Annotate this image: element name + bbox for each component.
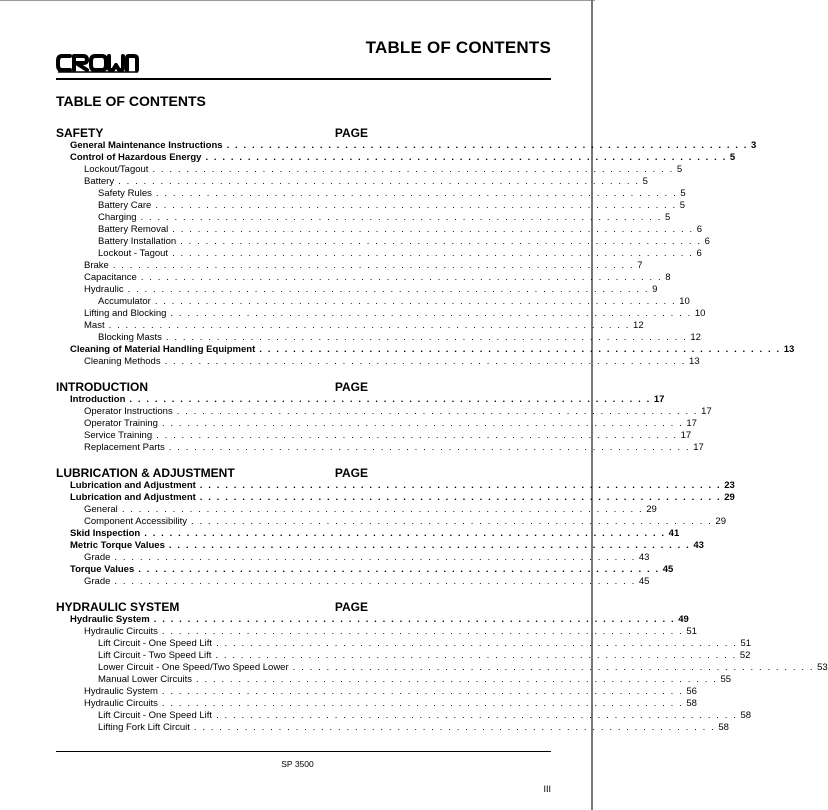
dot-leader: . . . . . . . . . . . . . . . . . . . . . . . . . . . . . . . . . . . . . . . . . . . . . . . . . . . . . . . . . . . . . .	[176, 406, 699, 417]
toc-entry-page: 23	[724, 480, 735, 491]
toc-entry[interactable]	[56, 344, 795, 356]
dot-leader: . . . . . . . . . . . . . . . . . . . . . . . . . . . . . . . . . . . . . . . . . . . . . . . . . . . . . . . . . . . . . .	[259, 344, 781, 355]
dot-leader: . . . . . . . . . . . . . . . . . . . . . . . . . . . . . . . . . . . . . . . . . . . . . . . . . . . . . . . . . . . . . .	[168, 442, 691, 453]
toc-entry-title: Accumulator	[98, 296, 151, 307]
toc-entry-page: 51	[686, 626, 697, 637]
toc-entry-page: 5	[680, 188, 686, 199]
toc-entry[interactable]	[56, 406, 712, 418]
toc-entry[interactable]	[56, 236, 710, 248]
toc-entry[interactable]	[56, 614, 689, 626]
toc-entry-page: 43	[693, 540, 704, 551]
toc-entry-title: Cleaning Methods	[84, 356, 161, 367]
toc-entry-title: Grade	[84, 552, 111, 563]
toc-entry-page: 52	[739, 650, 751, 661]
toc-entry-title: Lower Circuit - One Speed/Two Speed Lower	[98, 662, 289, 673]
toc-entry[interactable]	[56, 504, 657, 516]
dot-leader: . . . . . . . . . . . . . . . . . . . . . . . . . . . . . . . . . . . . . . . . . . . . . . . . . . . . . . . . . . . . . .	[205, 152, 727, 163]
toc-entry[interactable]	[56, 248, 702, 260]
toc-entry-title: General	[84, 504, 118, 515]
toc-entry-title: Safety Rules	[98, 188, 152, 199]
toc-entry-page: 49	[678, 614, 689, 625]
dot-leader: . . . . . . . . . . . . . . . . . . . . . . . . . . . . . . . . . . . . . . . . . . . . . . . . . . . . . . . . . . . . . .	[140, 272, 663, 283]
toc-entry[interactable]	[56, 698, 697, 710]
toc-entry-page: 29	[724, 492, 735, 503]
dot-leader: . . . . . . . . . . . . . . . . . . . . . . . . . . . . . . . . . . . . . . . . . . . . . . . . . . . . . . . . . . . . . .	[161, 698, 684, 709]
dot-leader: . . . . . . . . . . . . . . . . . . . . . . . . . . . . . . . . . . . . . . . . . . . . . . . . . . . . . . . . . . . . . .	[161, 626, 684, 637]
toc-entry[interactable]	[56, 284, 658, 296]
toc-entry[interactable]	[56, 480, 735, 492]
toc-entry[interactable]	[56, 332, 701, 344]
toc-entry-page: 51	[740, 638, 752, 649]
dot-leader: . . . . . . . . . . . . . . . . . . . . . . . . . . . . . . . . . . . . . . . . . . . . . . . . . . . . . . . . . . . . . .	[292, 662, 815, 673]
toc-entry-page: 5	[642, 176, 648, 187]
crown-logo	[56, 52, 140, 74]
toc-entry-page: 3	[751, 140, 757, 151]
dot-leader: . . . . . . . . . . . . . . . . . . . . . . . . . . . . . . . . . . . . . . . . . . . . . . . . . . . . . . . . . . . . . .	[138, 564, 660, 575]
toc-entry-title: Brake	[84, 260, 109, 271]
dot-leader: . . . . . . . . . . . . . . . . . . . . . . . . . . . . . . . . . . . . . . . . . . . . . . . . . . . . . . . . . . . . . .	[215, 650, 737, 661]
toc-entry-title: Control of Hazardous Energy	[70, 152, 202, 163]
toc-entry-title: Battery Installation	[98, 236, 177, 247]
footer-divider	[56, 751, 551, 752]
toc-entry[interactable]	[56, 356, 700, 368]
toc-entry-page: 17	[686, 418, 697, 429]
toc-entry-page: 29	[715, 516, 726, 527]
section-title: INTRODUCTION	[56, 380, 148, 394]
dot-leader: . . . . . . . . . . . . . . . . . . . . . . . . . . . . . . . . . . . . . . . . . . . . . . . . . . . . . . . . . . . . . .	[216, 638, 738, 649]
toc-entry[interactable]	[56, 308, 706, 320]
dot-leader: . . . . . . . . . . . . . . . . . . . . . . . . . . . . . . . . . . . . . . . . . . . . . . . . . . . . . . . . . . . . . .	[108, 320, 631, 331]
toc-entry[interactable]	[56, 176, 648, 188]
toc-entry-title: Battery Care	[98, 200, 152, 211]
toc-entry-page: 10	[679, 296, 690, 307]
dot-leader: . . . . . . . . . . . . . . . . . . . . . . . . . . . . . . . . . . . . . . . . . . . . . . . . . . . . . . . . . . . . . .	[170, 308, 692, 319]
footer-model-number: SP 3500	[281, 759, 314, 769]
toc-entry[interactable]	[56, 662, 828, 674]
toc-entry[interactable]	[56, 626, 697, 638]
toc-entry-page: 55	[720, 674, 732, 685]
toc-entry-title: Metric Torque Values	[70, 540, 165, 551]
toc-entry-title: Torque Values	[70, 564, 135, 575]
toc-entry[interactable]	[56, 674, 732, 686]
toc-entry[interactable]	[56, 528, 680, 540]
toc-entry[interactable]	[56, 540, 704, 552]
dot-leader: . . . . . . . . . . . . . . . . . . . . . . . . . . . . . . . . . . . . . . . . . . . . . . . . . . . . . . . . . . . . . .	[154, 296, 677, 307]
dot-leader: . . . . . . . . . . . . . . . . . . . . . . . . . . . . . . . . . . . . . . . . . . . . . . . . . . . . . . . . . . . . . .	[155, 188, 678, 199]
toc-entry-page: 5	[665, 212, 671, 223]
toc-entry-title: Capacitance	[84, 272, 137, 283]
header-title: TABLE OF CONTENTS	[365, 38, 551, 57]
dot-leader: . . . . . . . . . . . . . . . . . . . . . . . . . . . . . . . . . . . . . . . . . . . . . . . . . . . . . . . . . . . . . .	[156, 430, 678, 441]
toc-entry-title: Hydraulic System	[70, 614, 150, 625]
toc-entry[interactable]	[56, 418, 697, 430]
header-divider	[56, 78, 551, 80]
toc-entry[interactable]	[56, 152, 736, 164]
page-top-edge	[0, 0, 595, 1]
toc-entry-page: 41	[668, 528, 680, 539]
dot-leader: . . . . . . . . . . . . . . . . . . . . . . . . . . . . . . . . . . . . . . . . . . . . . . . . . . . . . . . . . . . . . .	[161, 686, 684, 697]
dot-leader: . . . . . . . . . . . . . . . . . . . . . . . . . . . . . . . . . . . . . . . . . . . . . . . . . . . . . . . . . . . . . .	[144, 528, 666, 539]
toc-entry-page: 17	[701, 406, 712, 417]
toc-entry-title: Lockout/Tagout	[84, 164, 149, 175]
toc-entry-title: Lift Circuit - One Speed Lift	[98, 710, 213, 721]
toc-entry[interactable]	[56, 638, 752, 650]
toc-entry-page: 56	[686, 686, 697, 697]
toc-entry-page: 45	[638, 576, 650, 587]
toc-entry-title: General Maintenance Instructions	[70, 140, 223, 151]
section-title: LUBRICATION & ADJUSTMENT	[56, 466, 235, 480]
toc-entry-page: 5	[676, 164, 683, 175]
section-title: SAFETY	[56, 126, 104, 140]
toc-entry[interactable]	[56, 260, 643, 272]
toc-entry[interactable]	[56, 394, 665, 406]
page-title: TABLE OF CONTENTS	[56, 93, 206, 109]
toc-entry[interactable]	[56, 492, 735, 504]
toc-entry-title: Lifting Fork Lift Circuit	[98, 722, 190, 733]
dot-leader: . . . . . . . . . . . . . . . . . . . . . . . . . . . . . . . . . . . . . . . . . . . . . . . . . . . . . . . . . . . . . .	[193, 722, 716, 733]
toc-entry-page: 58	[686, 698, 697, 709]
toc-entry[interactable]	[56, 272, 671, 284]
page-column-label: PAGE	[334, 380, 368, 394]
dot-leader: . . . . . . . . . . . . . . . . . . . . . . . . . . . . . . . . . . . . . . . . . . . . . . . . . . . . . . . . . . . . . .	[114, 552, 636, 563]
toc-section-heading	[56, 380, 368, 394]
toc-entry[interactable]	[56, 200, 686, 212]
toc-entry-title: Service Training	[84, 430, 153, 441]
toc-entry[interactable]	[56, 442, 704, 454]
toc-entry-title: Blocking Masts	[98, 332, 162, 343]
toc-entry[interactable]	[56, 188, 686, 200]
dot-leader: . . . . . . . . . . . . . . . . . . . . . . . . . . . . . . . . . . . . . . . . . . . . . . . . . . . . . . . . . . . . . .	[216, 710, 738, 721]
dot-leader: . . . . . . . . . . . . . . . . . . . . . . . . . . . . . . . . . . . . . . . . . . . . . . . . . . . . . . . . . . . . . .	[129, 394, 651, 405]
toc-entry-title: Operator Training	[84, 418, 158, 429]
toc-entry-title: Lockout - Tagout	[98, 248, 169, 259]
dot-leader: . . . . . . . . . . . . . . . . . . . . . . . . . . . . . . . . . . . . . . . . . . . . . . . . . . . . . . . . . . . . . .	[199, 480, 722, 491]
dot-leader: . . . . . . . . . . . . . . . . . . . . . . . . . . . . . . . . . . . . . . . . . . . . . . . . . . . . . . . . . . . . . .	[121, 504, 644, 515]
toc-entry-page: 17	[680, 430, 692, 441]
toc-entry-title: Battery	[84, 176, 115, 187]
toc-entry-title: Lift Circuit - Two Speed Lift	[98, 650, 212, 661]
toc-entry-title: Charging	[98, 212, 137, 223]
toc-entry-title: Hydraulic	[84, 284, 124, 295]
page-column-label: PAGE	[334, 466, 368, 480]
toc-section-heading	[56, 466, 368, 480]
toc-entry-page: 58	[740, 710, 752, 721]
toc-entry-page: 7	[637, 260, 643, 271]
toc-entry-title: Lubrication and Adjustment	[70, 492, 196, 503]
dot-leader: . . . . . . . . . . . . . . . . . . . . . . . . . . . . . . . . . . . . . . . . . . . . . . . . . . . . . . . . . . . . . .	[114, 576, 636, 587]
section-title: HYDRAULIC SYSTEM	[56, 600, 180, 614]
toc-entry-page: 17	[693, 442, 704, 453]
toc-entry-page: 58	[718, 722, 729, 733]
toc-entry-page: 5	[729, 152, 736, 163]
dot-leader: . . . . . . . . . . . . . . . . . . . . . . . . . . . . . . . . . . . . . . . . . . . . . . . . . . . . . . . . . . . . . .	[161, 418, 684, 429]
toc-entry-title: Battery Removal	[98, 224, 169, 235]
dot-leader: . . . . . . . . . . . . . . . . . . . . . . . . . . . . . . . . . . . . . . . . . . . . . . . . . . . . . . . . . . . . . .	[180, 236, 702, 247]
toc-entry-title: Lubrication and Adjustment	[70, 480, 196, 491]
dot-leader: . . . . . . . . . . . . . . . . . . . . . . . . . . . . . . . . . . . . . . . . . . . . . . . . . . . . . . . . . . . . . .	[153, 614, 676, 625]
toc-entry-title: Mast	[84, 320, 105, 331]
dot-leader: . . . . . . . . . . . . . . . . . . . . . . . . . . . . . . . . . . . . . . . . . . . . . . . . . . . . . . . . . . . . . .	[172, 248, 694, 259]
toc-entry-title: Operator Instructions	[84, 406, 173, 417]
toc-entry-title: Hydraulic Circuits	[84, 626, 158, 637]
toc-entry-page: 12	[633, 320, 644, 331]
toc-section-heading	[56, 600, 368, 614]
dot-leader: . . . . . . . . . . . . . . . . . . . . . . . . . . . . . . . . . . . . . . . . . . . . . . . . . . . . . . . . . . . . . .	[190, 516, 713, 527]
dot-leader: . . . . . . . . . . . . . . . . . . . . . . . . . . . . . . . . . . . . . . . . . . . . . . . . . . . . . . . . . . . . . .	[140, 212, 663, 223]
toc-entry[interactable]	[56, 722, 729, 734]
dot-leader: . . . . . . . . . . . . . . . . . . . . . . . . . . . . . . . . . . . . . . . . . . . . . . . . . . . . . . . . . . . . . .	[172, 224, 694, 235]
toc-entry[interactable]	[56, 140, 757, 152]
toc-entry-title: Cleaning of Material Handling Equipment	[70, 344, 256, 355]
toc-entry-title: Hydraulic System	[84, 686, 158, 697]
toc-entry-page: 12	[690, 332, 701, 343]
toc-entry-page: 53	[817, 662, 828, 673]
toc-entry[interactable]	[56, 320, 644, 332]
page-column-label: PAGE	[334, 126, 368, 140]
toc-entry-page: 29	[646, 504, 657, 515]
dot-leader: . . . . . . . . . . . . . . . . . . . . . . . . . . . . . . . . . . . . . . . . . . . . . . . . . . . . . . . . . . . . . .	[152, 164, 674, 175]
toc-entry[interactable]	[56, 576, 650, 588]
dot-leader: . . . . . . . . . . . . . . . . . . . . . . . . . . . . . . . . . . . . . . . . . . . . . . . . . . . . . . . . . . . . . .	[164, 356, 687, 367]
dot-leader: . . . . . . . . . . . . . . . . . . . . . . . . . . . . . . . . . . . . . . . . . . . . . . . . . . . . . . . . . . . . . .	[118, 176, 640, 187]
page-column-label: PAGE	[334, 600, 368, 614]
toc-entry[interactable]	[56, 516, 726, 528]
toc-entry-page: 13	[783, 344, 795, 355]
toc-entry[interactable]	[56, 686, 697, 698]
toc-entry-page: 43	[638, 552, 650, 563]
toc-entry-title: Lift Circuit - One Speed Lift	[98, 638, 213, 649]
dot-leader: . . . . . . . . . . . . . . . . . . . . . . . . . . . . . . . . . . . . . . . . . . . . . . . . . . . . . . . . . . . . . .	[168, 540, 691, 551]
toc-entry[interactable]	[56, 224, 702, 236]
crown-logo-mark	[56, 52, 140, 74]
toc-entry-title: Skid Inspection	[70, 528, 141, 539]
toc-entry[interactable]	[56, 564, 674, 576]
toc-entry-title: Introduction	[70, 394, 126, 405]
toc-entry-page: 9	[652, 284, 658, 295]
dot-leader: . . . . . . . . . . . . . . . . . . . . . . . . . . . . . . . . . . . . . . . . . . . . . . . . . . . . . . . . . . . . . .	[226, 140, 749, 151]
dot-leader: . . . . . . . . . . . . . . . . . . . . . . . . . . . . . . . . . . . . . . . . . . . . . . . . . . . . . . . . . . . . . .	[127, 284, 650, 295]
toc-entry-title: Replacement Parts	[84, 442, 165, 453]
toc-entry-title: Lifting and Blocking	[84, 308, 167, 319]
toc-entry[interactable]	[56, 552, 650, 564]
toc-entry-page: 10	[694, 308, 706, 319]
toc-entry-page: 6	[696, 248, 702, 259]
toc-entry[interactable]	[56, 164, 683, 176]
toc-entry[interactable]	[56, 430, 692, 442]
toc-entry-title: Manual Lower Circuits	[98, 674, 192, 685]
table-of-contents	[56, 126, 828, 734]
toc-entry-title: Grade	[84, 576, 111, 587]
toc-entry-page: 45	[662, 564, 674, 575]
dot-leader: . . . . . . . . . . . . . . . . . . . . . . . . . . . . . . . . . . . . . . . . . . . . . . . . . . . . . . . . . . . . . .	[112, 260, 635, 271]
toc-entry-page: 6	[704, 236, 710, 247]
toc-entry[interactable]	[56, 650, 751, 662]
toc-entry-page: 17	[653, 394, 665, 405]
toc-entry[interactable]	[56, 296, 690, 308]
toc-entry[interactable]	[56, 212, 671, 224]
footer-page-number: III	[543, 784, 551, 794]
dot-leader: . . . . . . . . . . . . . . . . . . . . . . . . . . . . . . . . . . . . . . . . . . . . . . . . . . . . . . . . . . . . . .	[195, 674, 718, 685]
toc-entry[interactable]	[56, 710, 752, 722]
toc-entry-title: Component Accessibility	[84, 516, 187, 527]
toc-section-heading	[56, 126, 368, 140]
dot-leader: . . . . . . . . . . . . . . . . . . . . . . . . . . . . . . . . . . . . . . . . . . . . . . . . . . . . . . . . . . . . . .	[155, 200, 677, 211]
dot-leader: . . . . . . . . . . . . . . . . . . . . . . . . . . . . . . . . . . . . . . . . . . . . . . . . . . . . . . . . . . . . . .	[165, 332, 688, 343]
toc-entry-page: 8	[665, 272, 671, 283]
toc-entry-page: 13	[689, 356, 700, 367]
toc-entry-page: 5	[679, 200, 686, 211]
toc-entry-title: Hydraulic Circuits	[84, 698, 158, 709]
toc-entry-page: 6	[696, 224, 702, 235]
dot-leader: . . . . . . . . . . . . . . . . . . . . . . . . . . . . . . . . . . . . . . . . . . . . . . . . . . . . . . . . . . . . . .	[199, 492, 722, 503]
